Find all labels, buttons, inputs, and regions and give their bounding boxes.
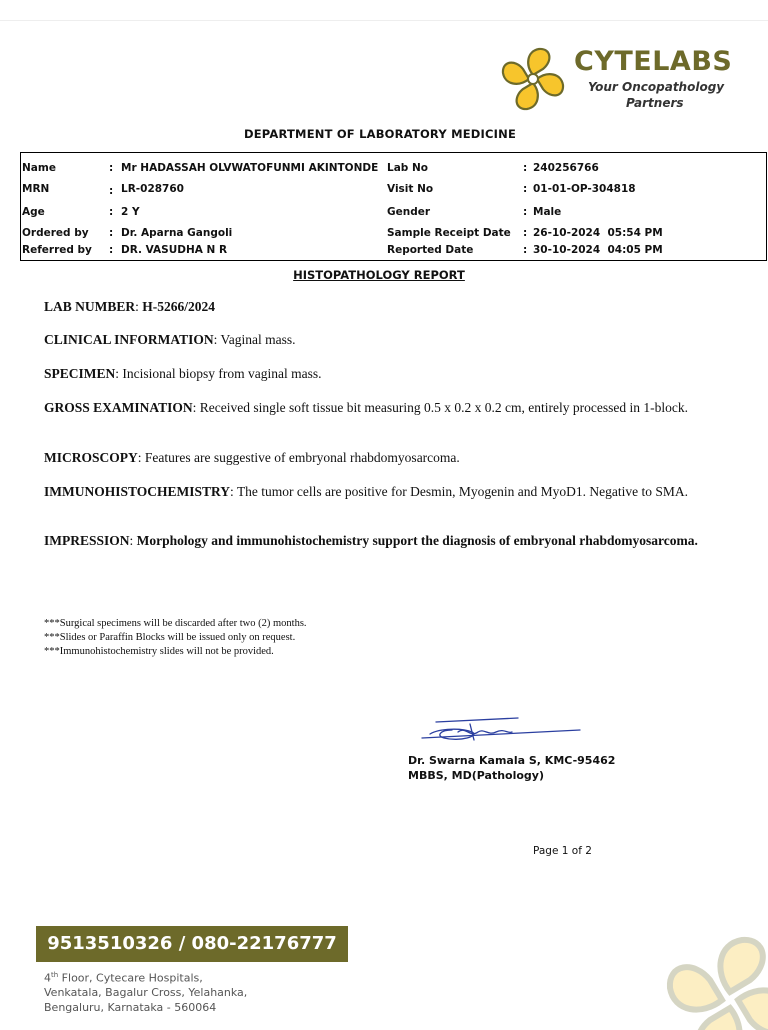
patient-details-box: [20, 152, 767, 261]
note-line: ***Surgical specimens will be discarded after two (2) months.: [44, 618, 307, 629]
section-heading: LAB NUMBER: [44, 299, 136, 314]
label-ordered-by: Ordered by: [22, 227, 89, 239]
colon: :: [523, 206, 528, 218]
footer-phone: 9513510326 / 080-22176777: [36, 926, 348, 962]
signatory-qualification: MBBS, MD(Pathology): [408, 769, 544, 782]
watermark-logo-icon: [650, 920, 768, 1030]
address-line-2: Venkatala, Bagalur Cross, Yelahanka,: [44, 986, 248, 1000]
section-heading: IMMUNOHISTOCHEMISTRY: [44, 484, 231, 499]
department-heading: DEPARTMENT OF LABORATORY MEDICINE: [244, 127, 516, 141]
colon: :: [523, 162, 528, 174]
page-number: Page 1 of 2: [533, 845, 592, 857]
section-text: Received single soft tissue bit measuring 0.5 x 0.2 x 0.2 cm, entirely processed in 1-block.: [199, 400, 688, 415]
value-mrn: LR-028760: [121, 183, 184, 195]
section-text: H-5266/2024: [142, 299, 216, 314]
section-heading: CLINICAL INFORMATION: [44, 332, 214, 347]
section-text: Vaginal mass.: [220, 332, 296, 347]
section-heading: IMPRESSION: [44, 533, 130, 548]
section-text: Morphology and immunohistochemistry support the diagnosis of embryonal rhabdomyosarcoma.: [136, 533, 698, 548]
section-microscopy: MICROSCOPY: Features are suggestive of embryonal rhabdomyosarcoma.: [44, 450, 460, 465]
label-sample-receipt-date: Sample Receipt Date: [387, 227, 511, 239]
value-sample-receipt-date: 26-10-2024 05:54 PM: [533, 227, 663, 239]
value-reported-date: 30-10-2024 04:05 PM: [533, 244, 663, 256]
section-text: Incisional biopsy from vaginal mass.: [122, 366, 322, 381]
value-referred-by: DR. VASUDHA N R: [121, 244, 228, 256]
value-gender: Male: [533, 206, 562, 218]
colon: :: [523, 244, 528, 256]
section-immunohistochemistry: IMMUNOHISTOCHEMISTRY: The tumor cells are positive for Desmin, Myogenin and MyoD1. Negative to SMA.: [44, 484, 688, 499]
signatory-name: Dr. Swarna Kamala S, KMC-95462: [408, 754, 616, 767]
value-age: 2 Y: [121, 206, 140, 218]
note-line: ***Slides or Paraffin Blocks will be issued only on request.: [44, 632, 296, 643]
colon: :: [109, 227, 114, 239]
label-age: Age: [22, 206, 45, 218]
colon: :: [523, 227, 528, 239]
section-heading: GROSS EXAMINATION: [44, 400, 193, 415]
section-heading: SPECIMEN: [44, 366, 116, 381]
colon: :: [109, 244, 114, 256]
label-lab-no: Lab No: [387, 162, 428, 174]
section-impression: IMPRESSION: Morphology and immunohistochemistry support the diagnosis of embryonal rhabdomyosarcoma.: [44, 533, 698, 548]
cytelabs-logo: [498, 44, 748, 114]
label-visit-no: Visit No: [387, 183, 434, 195]
note-line: ***Immunohistochemistry slides will not be provided.: [44, 646, 274, 657]
label-gender: Gender: [387, 206, 431, 218]
address-line-1: 4th Floor, Cytecare Hospitals,: [44, 971, 203, 985]
section-specimen: SPECIMEN: Incisional biopsy from vaginal mass.: [44, 366, 322, 381]
section-lab-number: LAB NUMBER: H-5266/2024: [44, 299, 216, 314]
colon: :: [523, 183, 528, 195]
colon: :: [109, 162, 114, 174]
value-name: Mr HADASSAH OLVWATOFUNMI AKINTONDE: [121, 162, 379, 174]
value-ordered-by: Dr. Aparna Gangoli: [121, 227, 233, 239]
label-referred-by: Referred by: [22, 244, 92, 256]
logo-wordmark: CYTELABS: [574, 46, 733, 77]
section-clinical-information: CLINICAL INFORMATION: Vaginal mass.: [44, 332, 296, 347]
logo-mark-icon: [498, 44, 568, 114]
value-lab-no: 240256766: [533, 162, 599, 174]
section-text: Features are suggestive of embryonal rhabdomyosarcoma.: [144, 450, 460, 465]
section-text: The tumor cells are positive for Desmin, Myogenin and MyoD1. Negative to SMA.: [236, 484, 688, 499]
signature-image: [400, 712, 590, 748]
footer-address: [44, 968, 247, 1015]
value-visit-no: 01-01-OP-304818: [533, 183, 636, 195]
disclaimer-notes: [44, 617, 307, 659]
logo-tagline-line2: Partners: [626, 96, 684, 110]
report-title: HISTOPATHOLOGY REPORT: [293, 268, 465, 282]
label-reported-date: Reported Date: [387, 244, 474, 256]
section-gross-examination: GROSS EXAMINATION: Received single soft tissue bit measuring 0.5 x 0.2 x 0.2 cm, entirely processed in 1-block.: [44, 400, 688, 415]
label-name: Name: [22, 162, 56, 174]
logo-tagline-line1: Your Oncopathology: [588, 80, 725, 94]
section-heading: MICROSCOPY: [44, 450, 138, 465]
top-rule: [0, 20, 768, 21]
colon: :: [109, 185, 114, 197]
colon: :: [109, 206, 114, 218]
address-line-3: Bengaluru, Karnataka - 560064: [44, 1000, 217, 1014]
label-mrn: MRN: [22, 183, 50, 195]
